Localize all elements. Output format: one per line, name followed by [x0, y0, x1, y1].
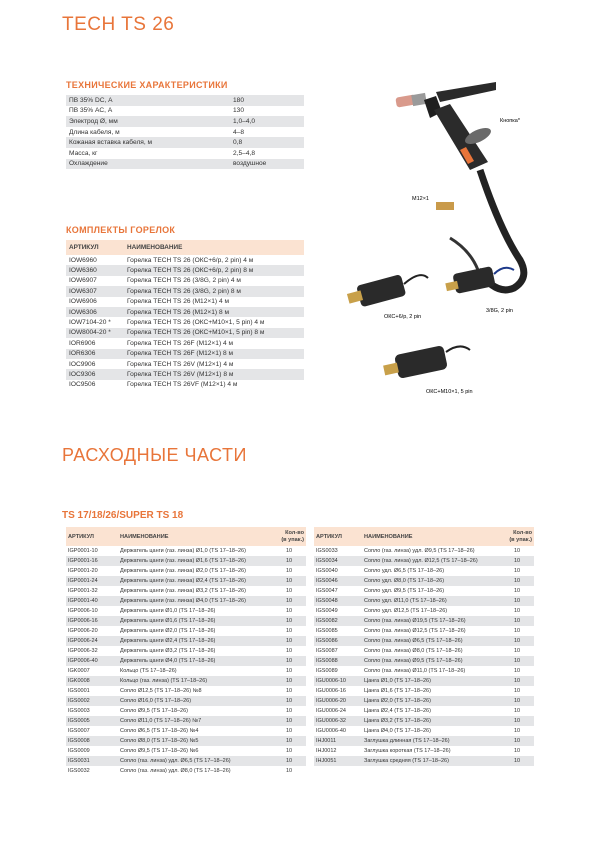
- part-row: [66, 616, 306, 626]
- part-row: [66, 756, 306, 766]
- part-article: IGS0046: [314, 576, 362, 586]
- kits-table: [66, 240, 304, 390]
- part-name: Сопло Ø8,0 (TS 17–18–26) №5: [118, 736, 276, 746]
- part-name: Сопло удл. Ø6,5 (TS 17–18–26): [364, 568, 445, 574]
- part-name: Заглушка длинная (TS 17–18–26): [362, 736, 504, 746]
- part-name: Держатель цанги Ø4,0 (TS 17–18–26): [118, 656, 276, 666]
- part-qty: 10: [286, 688, 293, 694]
- part-row: [66, 676, 306, 686]
- part-article: IGP0006-24: [66, 636, 118, 646]
- part-row: [66, 606, 306, 616]
- part-name: Держатель цанги (газ. линза) Ø3,2 (TS 17–18–26): [120, 588, 246, 594]
- part-row: [314, 646, 534, 656]
- part-qty: 10: [504, 656, 534, 666]
- part-qty: 10: [286, 768, 293, 774]
- part-article: IGP0006-16: [66, 616, 118, 626]
- part-article: IGU0006-40: [316, 728, 346, 734]
- torch-illustrations: [300, 60, 540, 410]
- part-row: [314, 696, 534, 706]
- part-row: [314, 656, 534, 666]
- part-qty: 10: [276, 636, 306, 646]
- kit-row: [66, 317, 304, 327]
- part-qty: 10: [514, 548, 521, 554]
- label-okc: ОКС+6/р, 2 pin: [384, 314, 422, 320]
- part-qty: 10: [276, 716, 306, 726]
- part-qty: 10: [504, 596, 534, 606]
- kit-name: Горелка TECH TS 26 (3/8G, 2 pin) 4 м: [127, 277, 241, 285]
- part-qty: 10: [514, 688, 521, 694]
- kit-article: IOC9906: [69, 360, 96, 368]
- part-article: IGS0032: [68, 768, 90, 774]
- part-article: IGS0007: [68, 728, 90, 734]
- part-name: Заглушка средняя (TS 17–18–26): [362, 756, 504, 766]
- part-qty: 10: [276, 556, 306, 566]
- kit-article: IOR6306: [66, 349, 124, 359]
- kit-name: Горелка TECH TS 26 (M12×1) 4 м: [127, 298, 229, 306]
- part-article: IGP0001-20: [68, 568, 98, 574]
- part-name: Кольцо (TS 17–18–26): [120, 668, 177, 674]
- kit-article: IOW8004-20 *: [66, 328, 124, 338]
- part-row: [66, 736, 306, 746]
- spec-value: 1,0–4,0: [230, 116, 304, 127]
- part-row: [66, 726, 306, 736]
- part-article: IHJ0051: [314, 756, 362, 766]
- part-name: Цанга Ø3,2 (TS 17–18–26): [362, 716, 504, 726]
- part-article: IGK0008: [66, 676, 118, 686]
- kit-row: [66, 338, 304, 348]
- spec-label: Масса, кг: [69, 149, 98, 157]
- part-name: Сопло (газ. линза) Ø19,5 (TS 17–18–26): [362, 616, 504, 626]
- kit-article: IOW6906: [69, 298, 97, 306]
- kit-name: Горелка TECH TS 26 (M12×1) 8 м: [124, 307, 304, 317]
- parts-right-col-article: АРТИКУЛ: [314, 527, 362, 546]
- part-qty: 10: [276, 676, 306, 686]
- kit-row: [66, 349, 304, 359]
- part-article: IGU0006-20: [314, 696, 362, 706]
- part-name: Держатель цанги Ø1,6 (TS 17–18–26): [118, 616, 276, 626]
- part-row: [66, 706, 306, 716]
- kits-col-article: АРТИКУЛ: [66, 240, 124, 255]
- spec-value: 130: [233, 107, 245, 115]
- part-article: IGS0009: [68, 748, 90, 754]
- part-qty: 10: [504, 616, 534, 626]
- kits-heading: КОМПЛЕКТЫ ГОРЕЛОК: [66, 225, 176, 235]
- part-qty: 10: [514, 708, 521, 714]
- part-article: IGS0088: [314, 656, 362, 666]
- part-qty: 10: [514, 668, 521, 674]
- part-name: Сопло (газ. линза) Ø9,5 (TS 17–18–26): [362, 656, 504, 666]
- label-m12: M12×1: [412, 196, 429, 202]
- part-row: [66, 596, 306, 606]
- part-article: IGK0007: [68, 668, 90, 674]
- spec-row: [66, 116, 304, 127]
- kit-name: Горелка TECH TS 26 (ОКС+M10×1, 5 pin) 8 м: [124, 328, 304, 338]
- kit-name: Горелка TECH TS 26V (M12×1) 4 м: [127, 360, 234, 368]
- part-qty: 10: [286, 628, 293, 634]
- part-row: [314, 576, 534, 586]
- spec-label: Электрод Ø, мм: [66, 116, 230, 127]
- part-name: Держатель цанги (газ. линза) Ø2,0 (TS 17–18–26): [120, 568, 246, 574]
- part-row: [66, 626, 306, 636]
- part-article: IHJ0011: [314, 736, 362, 746]
- part-row: [66, 586, 306, 596]
- label-38g: 3/8G, 2 pin: [486, 308, 513, 314]
- kit-row: [66, 380, 304, 390]
- spec-value: 4–8: [233, 128, 245, 136]
- parts-left-col-name: НАИМЕНОВАНИЕ: [118, 527, 276, 546]
- part-article: IGS0085: [316, 628, 338, 634]
- part-qty: 10: [504, 636, 534, 646]
- spec-label: ПВ 35% AC, А: [69, 107, 113, 115]
- part-article: IGP0006-40: [66, 656, 118, 666]
- part-article: IGS0031: [66, 756, 118, 766]
- part-row: [66, 546, 306, 556]
- part-name: Сопло (газ. линза) Ø8,0 (TS 17–18–26): [364, 648, 463, 654]
- part-qty: 10: [514, 648, 521, 654]
- kit-row: [66, 328, 304, 338]
- part-row: [66, 636, 306, 646]
- part-qty: 10: [504, 576, 534, 586]
- parts-left-col-qty: [276, 527, 306, 546]
- part-name: Сопло (газ. линза) Ø12,5 (TS 17–18–26): [364, 628, 466, 634]
- part-row: [314, 616, 534, 626]
- part-name: Держатель цанги Ø1,0 (TS 17–18–26): [120, 608, 216, 614]
- kit-article: IOW7104-20 *: [69, 319, 111, 327]
- part-article: IGP0001-32: [68, 588, 98, 594]
- kit-name: Горелка TECH TS 26V (M12×1) 8 м: [124, 369, 304, 379]
- part-qty: 10: [504, 756, 534, 766]
- parts-table-right: [314, 527, 534, 766]
- torch-main-image: [395, 82, 524, 290]
- kit-row: [66, 359, 304, 369]
- part-article: IGU0006-16: [316, 688, 346, 694]
- part-article: IGS0087: [316, 648, 338, 654]
- kit-name: Горелка TECH TS 26 (ОКС+6/р, 2 pin) 4 м: [127, 256, 254, 264]
- part-row: [314, 666, 534, 676]
- specs-table: [66, 95, 304, 169]
- part-row: [314, 546, 534, 556]
- part-article: IGS0001: [68, 688, 90, 694]
- part-row: [66, 766, 306, 776]
- part-article: IGS0082: [314, 616, 362, 626]
- part-row: [66, 696, 306, 706]
- spec-label: Длина кабеля, м: [69, 128, 120, 136]
- kit-article: IOW6306: [66, 307, 124, 317]
- part-qty: 10: [286, 608, 293, 614]
- qty-sublabel: (в упак.): [509, 536, 532, 543]
- part-qty: 10: [286, 748, 293, 754]
- part-qty: 10: [276, 596, 306, 606]
- part-row: [314, 556, 534, 566]
- parts-right-col-qty: [504, 527, 534, 546]
- part-article: IGS0048: [314, 596, 362, 606]
- part-qty: 10: [276, 656, 306, 666]
- part-qty: 10: [504, 736, 534, 746]
- part-article: IGU0006-24: [316, 708, 346, 714]
- kit-name: Горелка TECH TS 26 (3/8G, 2 pin) 8 м: [124, 286, 304, 296]
- part-name: Держатель цанги (газ. линза) Ø1,0 (TS 17–18–26): [120, 548, 246, 554]
- connector-okc-m10-image: [383, 345, 470, 379]
- part-name: Сопло (газ. линза) Ø11,0 (TS 17–18–26): [364, 668, 466, 674]
- part-qty: 10: [514, 748, 521, 754]
- kit-row: [66, 255, 304, 265]
- part-row: [314, 606, 534, 616]
- part-qty: 10: [504, 716, 534, 726]
- part-qty: 10: [504, 696, 534, 706]
- specs-heading: ТЕХНИЧЕСКИЕ ХАРАКТЕРИСТИКИ: [66, 80, 228, 90]
- qty-label: Кол-во: [285, 530, 304, 536]
- kit-name: Горелка TECH TS 26 (ОКС+6/р, 2 pin) 8 м: [124, 265, 304, 275]
- kit-row: [66, 265, 304, 275]
- part-article: IGP0001-40: [66, 596, 118, 606]
- part-article: IGU0006-10: [314, 676, 362, 686]
- part-name: Сопло (газ. линза) Ø6,5 (TS 17–18–26): [362, 636, 504, 646]
- part-name: Держатель цанги (газ. линза) Ø4,0 (TS 17–18–26): [118, 596, 276, 606]
- part-qty: 10: [504, 676, 534, 686]
- part-name: Держатель цанги Ø2,0 (TS 17–18–26): [120, 628, 216, 634]
- part-qty: 10: [286, 668, 293, 674]
- part-row: [66, 716, 306, 726]
- spec-value: 2,5–4,8: [233, 149, 255, 157]
- part-row: [314, 756, 534, 766]
- part-row: [314, 636, 534, 646]
- part-qty: 10: [514, 608, 521, 614]
- part-article: IGS0086: [314, 636, 362, 646]
- part-qty: 10: [514, 728, 521, 734]
- qty-sublabel: (в упак.): [281, 536, 304, 543]
- part-row: [66, 556, 306, 566]
- part-row: [66, 746, 306, 756]
- page-title: TECH TS 26: [62, 14, 175, 35]
- part-name: Заглушка короткая (TS 17–18–26): [364, 748, 451, 754]
- part-article: IGS0033: [316, 548, 338, 554]
- part-qty: 10: [276, 736, 306, 746]
- kit-row: [66, 297, 304, 307]
- part-name: Сопло Ø16,0 (TS 17–18–26): [118, 696, 276, 706]
- part-qty: 10: [514, 588, 521, 594]
- part-row: [314, 596, 534, 606]
- consumables-heading: РАСХОДНЫЕ ЧАСТИ: [62, 445, 247, 465]
- part-article: IGS0005: [66, 716, 118, 726]
- part-qty: 10: [286, 708, 293, 714]
- part-row: [314, 736, 534, 746]
- kit-name: Горелка TECH TS 26VF (M12×1) 4 м: [127, 381, 238, 389]
- kit-name: Горелка TECH TS 26F (M12×1) 8 м: [124, 349, 304, 359]
- kit-row: [66, 307, 304, 317]
- part-qty: 10: [276, 616, 306, 626]
- part-row: [66, 566, 306, 576]
- part-row: [66, 656, 306, 666]
- part-article: IGP0001-16: [66, 556, 118, 566]
- part-qty: 10: [504, 556, 534, 566]
- part-article: IGP0006-10: [68, 608, 98, 614]
- part-qty: 10: [514, 628, 521, 634]
- part-article: IGP0006-20: [68, 628, 98, 634]
- part-row: [314, 726, 534, 736]
- part-name: Цанга Ø4,0 (TS 17–18–26): [364, 728, 431, 734]
- part-article: IGP0006-32: [68, 648, 98, 654]
- kit-name: Горелка TECH TS 26F (M12×1) 4 м: [127, 339, 234, 347]
- kit-row: [66, 286, 304, 296]
- part-name: Сопло удл. Ø12,5 (TS 17–18–26): [364, 608, 448, 614]
- part-article: IGS0047: [316, 588, 338, 594]
- part-article: IGP0001-24: [66, 576, 118, 586]
- part-article: IGS0040: [316, 568, 338, 574]
- qty-label: Кол-во: [513, 530, 532, 536]
- part-row: [66, 686, 306, 696]
- part-name: Сопло удл. Ø8,0 (TS 17–18–26): [362, 576, 504, 586]
- part-row: [314, 626, 534, 636]
- label-button: Кнопка*: [500, 118, 521, 124]
- part-row: [314, 686, 534, 696]
- connector-okc-image: [347, 274, 428, 307]
- part-name: Держатель цанги Ø3,2 (TS 17–18–26): [120, 648, 216, 654]
- kit-name: Горелка TECH TS 26 (ОКС+M10×1, 5 pin) 4 м: [127, 319, 265, 327]
- part-qty: 10: [286, 648, 293, 654]
- spec-row: [66, 148, 304, 159]
- part-qty: 10: [286, 548, 293, 554]
- part-name: Сопло Ø9,5 (TS 17–18–26): [120, 708, 189, 714]
- spec-row: [66, 95, 304, 106]
- part-article: IGS0034: [314, 556, 362, 566]
- part-name: Сопло Ø9,5 (TS 17–18–26) №6: [120, 748, 199, 754]
- part-name: Сопло (газ. линза) удл. Ø6,5 (TS 17–18–26): [118, 756, 276, 766]
- kit-article: IOW6960: [69, 256, 97, 264]
- part-row: [314, 566, 534, 576]
- part-qty: 10: [514, 568, 521, 574]
- kit-row: [66, 369, 304, 379]
- spec-value: 180: [230, 95, 304, 106]
- spec-row: [66, 127, 304, 138]
- part-qty: 10: [286, 568, 293, 574]
- part-row: [314, 676, 534, 686]
- spec-value: 0,8: [230, 137, 304, 148]
- spec-label: ПВ 35% DC, А: [66, 95, 230, 106]
- spec-value: воздушное: [230, 159, 304, 170]
- part-article: IGS0003: [68, 708, 90, 714]
- part-article: IGS0049: [316, 608, 338, 614]
- part-qty: 10: [286, 728, 293, 734]
- part-name: Сопло (газ. линза) удл. Ø12,5 (TS 17–18–26): [362, 556, 504, 566]
- part-row: [314, 716, 534, 726]
- part-qty: 10: [276, 696, 306, 706]
- part-name: Цанга Ø2,0 (TS 17–18–26): [362, 696, 504, 706]
- parts-table-left: [66, 527, 306, 776]
- kit-article: IOC9506: [69, 381, 96, 389]
- kit-article: IOW6907: [69, 277, 97, 285]
- part-row: [66, 666, 306, 676]
- consumables-subheading: TS 17/18/26/SUPER TS 18: [62, 510, 184, 521]
- part-name: Сопло (газ. линза) удл. Ø8,0 (TS 17–18–26): [120, 768, 231, 774]
- part-row: [314, 586, 534, 596]
- part-article: IGS0002: [66, 696, 118, 706]
- kit-row: [66, 276, 304, 286]
- part-row: [66, 576, 306, 586]
- part-row: [314, 746, 534, 756]
- kit-article: IOW6360: [66, 265, 124, 275]
- parts-right-col-name: НАИМЕНОВАНИЕ: [362, 527, 504, 546]
- parts-left-col-article: АРТИКУЛ: [66, 527, 118, 546]
- part-qty: 10: [276, 756, 306, 766]
- part-name: Держатель цанги (газ. линза) Ø1,6 (TS 17–18–26): [118, 556, 276, 566]
- part-name: Держатель цанги Ø2,4 (TS 17–18–26): [118, 636, 276, 646]
- spec-row: [66, 137, 304, 148]
- kits-col-name: НАИМЕНОВАНИЕ: [124, 240, 304, 255]
- part-article: IGS0008: [66, 736, 118, 746]
- part-row: [66, 646, 306, 656]
- part-name: Сопло Ø6,5 (TS 17–18–26) №4: [120, 728, 199, 734]
- label-okc-m10: ОКС+M10×1, 5 pin: [426, 389, 473, 395]
- part-row: [314, 706, 534, 716]
- part-name: Сопло Ø12,5 (TS 17–18–26) №8: [120, 688, 202, 694]
- part-article: IHJ0012: [316, 748, 337, 754]
- part-article: IGU0006-32: [314, 716, 362, 726]
- spec-row: [66, 106, 304, 117]
- spec-row: [66, 159, 304, 170]
- part-name: Держатель цанги (газ. линза) Ø2,4 (TS 17–18–26): [118, 576, 276, 586]
- kit-article: IOW6307: [66, 286, 124, 296]
- part-name: Цанга Ø2,4 (TS 17–18–26): [364, 708, 431, 714]
- spec-label: Охлаждение: [66, 159, 230, 170]
- part-name: Сопло Ø11,0 (TS 17–18–26) №7: [118, 716, 276, 726]
- part-name: Цанга Ø1,0 (TS 17–18–26): [362, 676, 504, 686]
- part-name: Кольцо (газ. линза) (TS 17–18–26): [118, 676, 276, 686]
- kit-article: IOR6906: [69, 339, 96, 347]
- part-article: IGS0089: [316, 668, 338, 674]
- part-article: IGP0001-10: [68, 548, 98, 554]
- part-name: Сопло удл. Ø9,5 (TS 17–18–26): [364, 588, 445, 594]
- kit-article: IOC9306: [66, 369, 124, 379]
- part-name: Цанга Ø1,6 (TS 17–18–26): [364, 688, 431, 694]
- spec-label: Кожаная вставка кабеля, м: [66, 137, 230, 148]
- part-name: Сопло (газ. линза) удл. Ø9,5 (TS 17–18–26): [364, 548, 475, 554]
- part-qty: 10: [286, 588, 293, 594]
- part-name: Сопло удл. Ø11,0 (TS 17–18–26): [362, 596, 504, 606]
- part-qty: 10: [276, 576, 306, 586]
